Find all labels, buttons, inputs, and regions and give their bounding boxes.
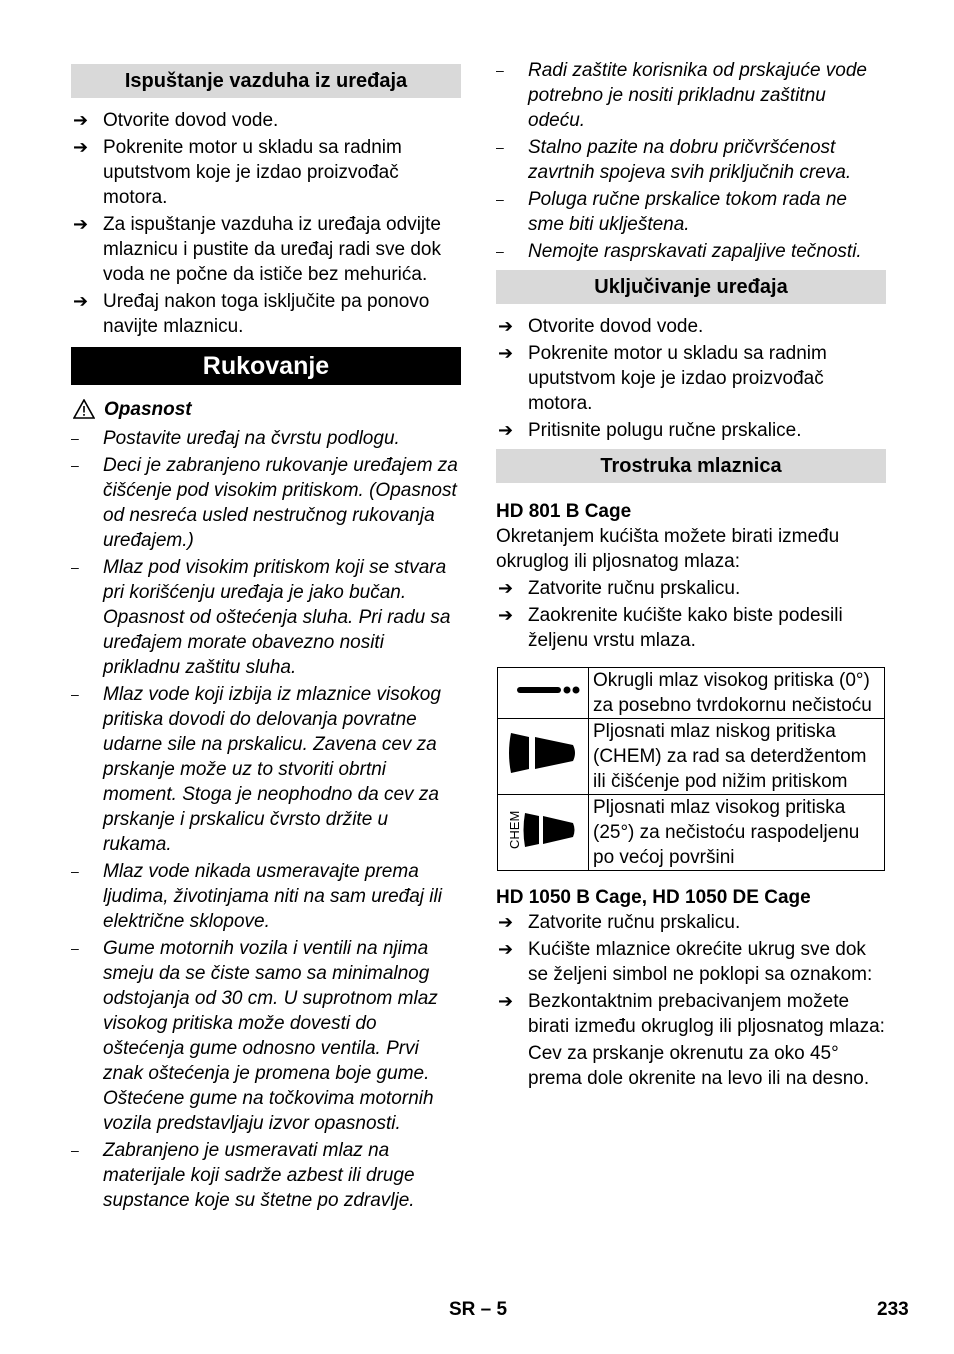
dash-icon: – (71, 863, 79, 879)
dash-icon: – (71, 686, 79, 702)
arrow-icon: ➔ (73, 291, 89, 311)
round-jet-icon (503, 680, 583, 700)
danger-item: – Deci je zabranjeno rukovanje uređajem za čišćenje pod visokim pritiskom. (Opasnost od nesreća usled nestručnog rukovanja uređajem.) (71, 455, 458, 551)
arrow-icon: ➔ (498, 939, 514, 959)
round-jet-symbol-cell (498, 668, 589, 719)
step-item: ➔ Otvorite dovod vode. (498, 316, 704, 337)
right-column (496, 58, 886, 1091)
step-item: ➔ Zaokrenite kućište kako biste podesili željenu vrstu mlaza. (498, 605, 843, 651)
table-row (498, 719, 885, 795)
chapter-heading: Rukovanje (71, 347, 461, 385)
indented-note: Cev za prskanje okrenutu za oko 45° prema dole okrenite na levo ili na desno. (528, 1043, 870, 1089)
step-item: ➔ Pritisnite polugu ručne prskalice. (498, 420, 802, 441)
step-item: ➔ Zatvorite ručnu prskalicu. (498, 912, 741, 933)
danger-item: – Mlaz vode koji izbija iz mlaznice visokog pritiska dovodi do delovanja povratne udarne sile na prskalicu. Zavena cev za prskanje može uz to stvoriti obrtni moment. Stoga je neophodno da cev za prskanje i prskalicu čvrsto držite u rukama. (71, 684, 441, 855)
model-heading: HD 1050 B Cage, HD 1050 DE Cage (496, 887, 811, 908)
step-item: ➔ Zatvorite ručnu prskalicu. (498, 578, 741, 599)
footer-section-label: SR – 5 (449, 1299, 508, 1320)
step-item: ➔ Pokrenite motor u skladu sa radnim uputstvom koje je izdao proizvođač motora. (498, 343, 827, 414)
nozzle-description: Okrugli mlaz visokog pritiska (0°) za posebno tvrdokornu nečistoću (589, 668, 885, 719)
step-item: ➔ Pokrenite motor u skladu sa radnim uputstvom koje je izdao proizvođač motora. (73, 137, 402, 208)
danger-item: – Radi zaštite korisnika od prskajuće vode potrebno je nositi prikladnu zaštitnu odeću. (496, 60, 868, 131)
dash-icon: – (71, 457, 79, 473)
step-item: ➔ Kućište mlaznice okrećite ukrug sve dok se željeni simbol ne poklopi sa oznakom: (498, 939, 873, 985)
table-row (498, 795, 885, 871)
dash-icon: – (496, 139, 504, 155)
intro-text: Okretanjem kućišta možete birati između okruglog ili pljosnatog mlaza: (496, 526, 840, 572)
dash-icon: – (71, 430, 79, 446)
arrow-icon: ➔ (73, 110, 89, 130)
chem-label: CHEM (507, 810, 522, 849)
step-item: ➔ Uređaj nakon toga isključite pa ponovo navijte mlaznicu. (73, 291, 430, 337)
chem-flat-jet-icon (503, 799, 583, 859)
arrow-icon: ➔ (498, 578, 514, 598)
model-heading: HD 801 B Cage (496, 501, 632, 522)
danger-item: – Stalno pazite na dobru pričvršćenost zavrtnih spojeva svih priključnih creva. (496, 137, 852, 183)
arrow-icon: ➔ (498, 991, 514, 1011)
danger-label: Opasnost (71, 397, 461, 422)
arrow-icon: ➔ (498, 912, 514, 932)
arrow-icon: ➔ (498, 343, 514, 363)
warning-triangle-icon (73, 399, 95, 419)
dash-icon: – (496, 243, 504, 259)
arrow-icon: ➔ (498, 605, 514, 625)
dash-icon: – (71, 1142, 79, 1158)
danger-item: – Zabranjeno je usmeravati mlaz na materijale koji sadrže azbest ili druge supstance koje su štetne po zdravlje. (71, 1140, 415, 1211)
nozzle-description: Pljosnati mlaz visokog pritiska (25°) za nečistoću raspodeljenu po većoj površini (589, 795, 885, 871)
danger-item: – Postavite uređaj na čvrstu podlogu. (71, 428, 400, 449)
danger-item: – Nemojte rasprskavati zapaljive tečnosti. (496, 241, 862, 262)
dash-icon: – (496, 191, 504, 207)
nozzle-description: Pljosnati mlaz niskog pritiska (CHEM) za rad sa deterdžentom ili čišćenje pod nižim pritiskom (589, 719, 885, 795)
flat-jet-icon (503, 728, 583, 778)
arrow-icon: ➔ (498, 316, 514, 336)
arrow-icon: ➔ (73, 214, 89, 234)
dash-icon: – (71, 559, 79, 575)
danger-item: – Mlaz pod visokim pritiskom koji se stvara pri korišćenju uređaja je jako bučan. Opasnost od oštećenja sluha. Pri radu sa uređajem morate obavezno nositi prikladnu zaštitu sluha. (71, 557, 451, 678)
step-item: ➔ Otvorite dovod vode. (73, 110, 279, 131)
left-column (71, 58, 461, 1215)
step-item: ➔ Bezkontaktnim prebacivanjem možete birati između okruglog ili pljosnatog mlaza: (498, 991, 885, 1037)
danger-item: – Gume motornih vozila i ventili na njima smeju da se čiste samo sa minimalnog odstojanja od 30 cm. U suprotnom mlaz visokog pritiska može dovesti do oštećenja gume odnosno ventila. Prvi znak oštećenja je promena boje gume. Oštećene gume na točkovima motornih vozila predstavljaju izvor opasnosti. (71, 938, 438, 1134)
flat-jet-symbol-cell (498, 719, 589, 795)
danger-item: – Mlaz vode nikada usmeravajte prema ljudima, životinjama niti na sam uređaj ili električne sklopove. (71, 861, 442, 932)
section-heading-switch-on: Uključivanje uređaja (496, 270, 886, 304)
nozzle-table (497, 667, 885, 871)
page-number: 233 (877, 1299, 909, 1320)
chem-jet-symbol-cell (498, 795, 589, 871)
section-heading-air-release: Ispuštanje vazduha iz uređaja (71, 64, 461, 98)
arrow-icon: ➔ (73, 137, 89, 157)
dash-icon: – (496, 62, 504, 78)
dash-icon: – (71, 940, 79, 956)
section-heading-triple-nozzle: Trostruka mlaznica (496, 449, 886, 483)
danger-item: – Poluga ručne prskalice tokom rada ne sme biti uklještena. (496, 189, 847, 235)
step-item: ➔ Za ispuštanje vazduha iz uređaja odvijte mlaznicu i pustite da uređaj radi sve dok voda ne počne da ističe bez mehurića. (73, 214, 441, 285)
table-row (498, 668, 885, 719)
arrow-icon: ➔ (498, 420, 514, 440)
